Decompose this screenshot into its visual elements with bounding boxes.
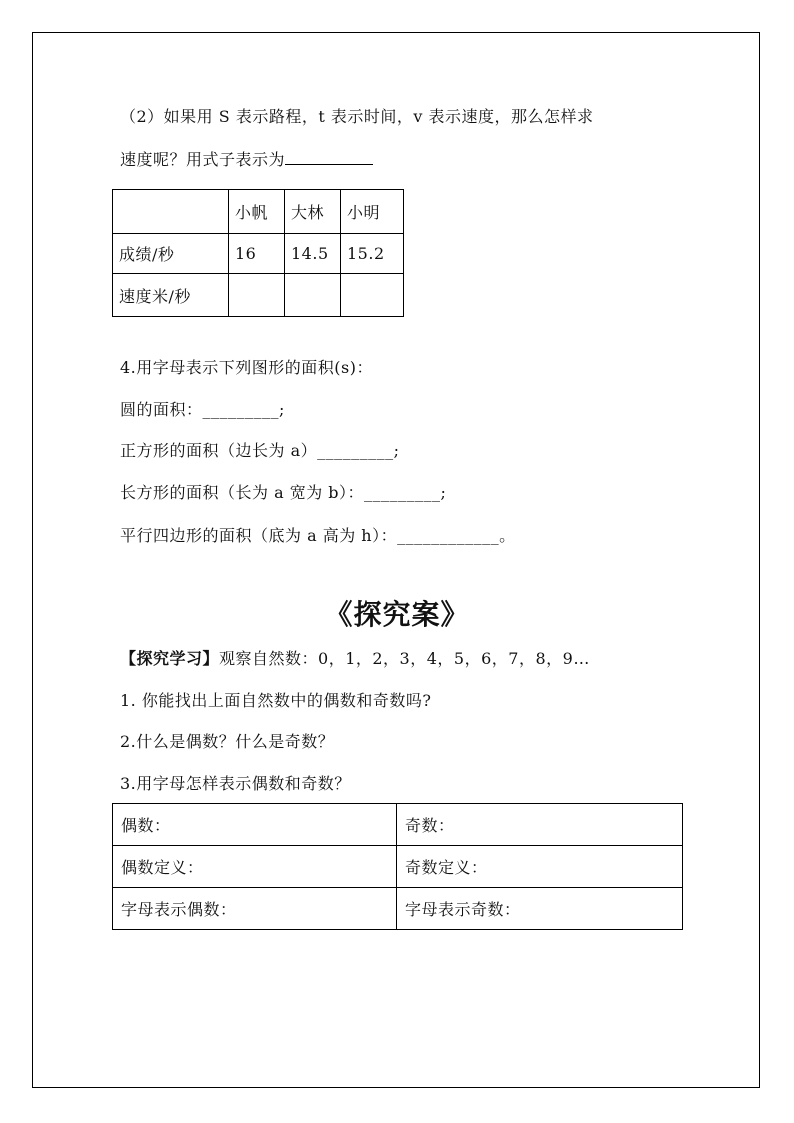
explore-question-2: 2.什么是偶数？什么是奇数？ (120, 732, 335, 751)
explore-label: 【探究学习】 (120, 649, 220, 668)
explore-question-3: 3.用字母怎样表示偶数和奇数？ (120, 774, 351, 793)
square-area-line: 正方形的面积（边长为 a）_________; (120, 441, 400, 460)
table-corner-cell (113, 190, 229, 234)
explore-intro-line (120, 649, 590, 669)
question-2-prompt: 速度呢？用式子表示为 (120, 150, 286, 169)
rectangle-area-line: 长方形的面积（长为 a 宽为 b）：_________; (120, 483, 447, 502)
table-row (113, 274, 404, 317)
even-odd-table (112, 803, 683, 930)
table-row (113, 804, 683, 846)
table-header-row (113, 190, 404, 234)
row-label: 速度米/秒 (113, 274, 229, 317)
score-table (112, 189, 404, 317)
odd-letter-cell: 字母表示奇数： (397, 888, 683, 930)
table-row (113, 888, 683, 930)
parallelogram-area-line: 平行四边形的面积（底为 a 高为 h）：____________。 (120, 526, 516, 545)
table-header-cell: 小帆 (229, 190, 285, 234)
table-cell: 15.2 (341, 234, 404, 274)
even-definition-cell: 偶数定义： (113, 846, 397, 888)
table-header-cell: 小明 (341, 190, 404, 234)
table-cell: 14.5 (285, 234, 341, 274)
section-title: 《探究案》 (324, 598, 470, 631)
table-row (113, 234, 404, 274)
question-2-line-1: （2）如果用 S 表示路程，t 表示时间，v 表示速度，那么怎样求 (120, 107, 594, 126)
table-cell (285, 274, 341, 317)
row-label: 成绩/秒 (113, 234, 229, 274)
explore-intro: 观察自然数：0，1，2，3，4，5，6，7，8，9… (219, 649, 590, 668)
table-cell: 16 (229, 234, 285, 274)
answer-blank (285, 150, 373, 165)
even-cell: 偶数： (113, 804, 397, 846)
odd-definition-cell: 奇数定义： (397, 846, 683, 888)
table-cell (341, 274, 404, 317)
table-cell (229, 274, 285, 317)
question-4-title: 4.用字母表示下列图形的面积(s)： (120, 358, 373, 377)
explore-question-1: 1. 你能找出上面自然数中的偶数和奇数吗? (120, 691, 432, 710)
question-2-line-2 (120, 150, 373, 170)
even-letter-cell: 字母表示偶数： (113, 888, 397, 930)
circle-area-line: 圆的面积：_________; (120, 400, 285, 419)
table-row (113, 846, 683, 888)
odd-cell: 奇数： (397, 804, 683, 846)
table-header-cell: 大林 (285, 190, 341, 234)
